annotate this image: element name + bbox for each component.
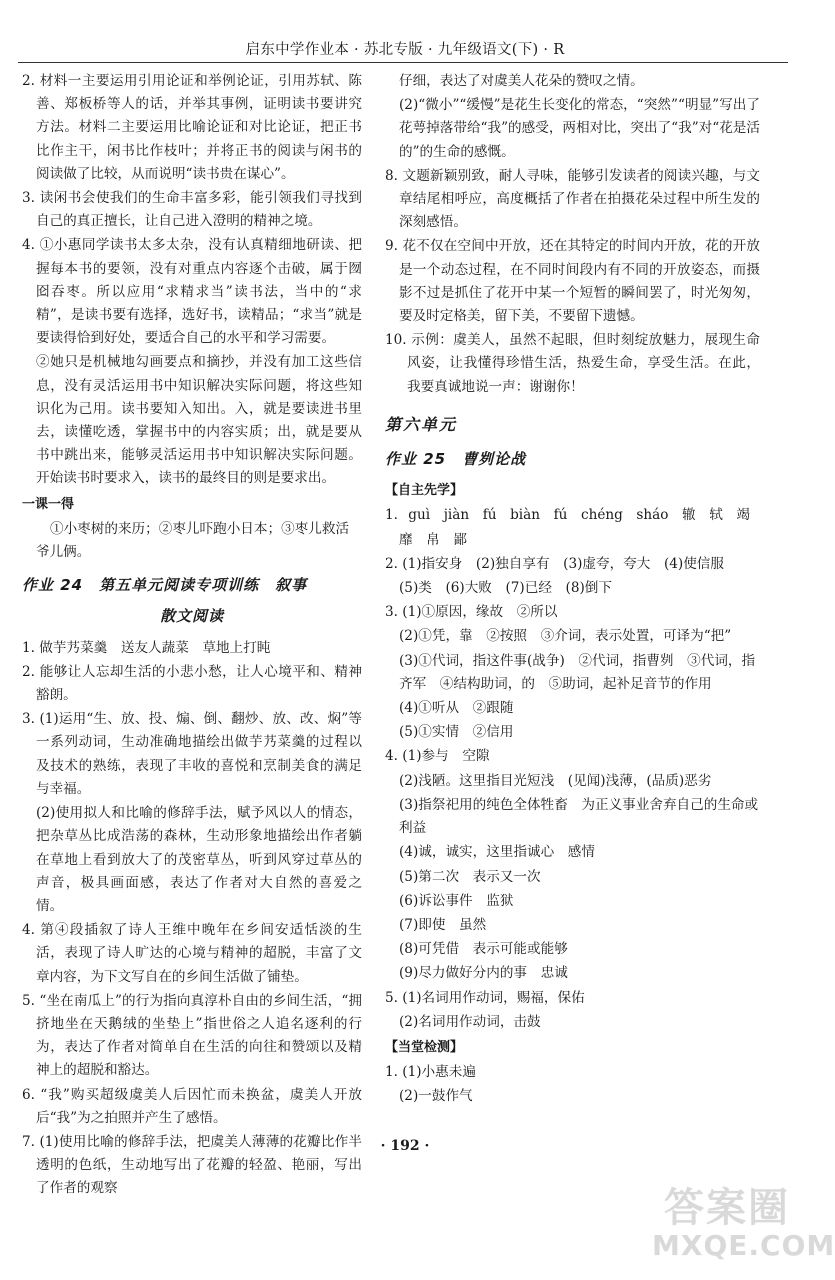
d-answer-5-2: (2)名词用作动词，击鼓: [399, 1013, 541, 1030]
answer-4-part2: ②她只是机械地勾画要点和摘抄，并没有加工这些信息，没有灵活运用书中知识解决实际问题，将这些知识化为己用。读书要知入知出。入，就是要读进书里去，读懂吃透，掌握书中的内容实质；出，就是要从书中跳出来，能够灵活运用书中知识解决实际问题。开始读书时要求入，读书的最终目的则是要求出。: [36, 354, 362, 487]
d-answer-4-9: (9)尽力做好分内的事 忠诚: [399, 965, 568, 982]
answer-2: 2. 材料一主要运用引用论证和举例论证，引用苏轼、陈善、郑板桥等人的话，并举其事例，证明读书要讲究方法。材料二主要运用比喻论证和对比论证，把正书比作主干，闲书比作枝叶；并将正书的阅读与闲书的阅读做了比较，从而说明“读书贵在谋心”。: [22, 73, 362, 182]
site-watermark: [652, 1185, 835, 1274]
unit-24-subtitle: 散文阅读: [159, 607, 224, 626]
d-answer-4-6: (6)诉讼事件 监狱: [399, 892, 514, 909]
d-answer-4-1: 4. (1)参与 空隙: [385, 748, 490, 765]
answer-3: 3. 读闲书会使我们的生命丰富多彩，能引领我们寻找到自己的真正擅长，让自己进入澄明的精神之境。: [22, 190, 362, 230]
watermark-logo-text: 答案圈: [664, 1185, 790, 1231]
c-answer-8: 8. 文题新颖别致，耐人寻味，能够引发读者的阅读兴趣，与文章结尾相呼应，高度概括了作者在拍摄花朵过程中所生发的深刻感悟。: [385, 167, 760, 231]
d-answer-1b: 靡 帛 鄙: [399, 531, 467, 548]
d-answer-3-5: (5)①实情 ②信用: [399, 724, 514, 741]
header-rule: [18, 62, 788, 63]
d-answer-3-4: (4)①听从 ②跟随: [399, 700, 514, 717]
e-answer-1-1: 1. (1)小惠未遍: [385, 1064, 476, 1081]
right-column: [385, 70, 760, 1110]
d-answer-2b: (5)类 (6)大败 (7)已经 (8)倒下: [399, 580, 612, 597]
b-answer-3-part2: (2)使用拟人和比喻的修辞手法，赋予风以人的情态，把杂草丛比成浩荡的森林，生动形象地描绘出作者躺在草地上看到放大了的茂密草丛，听到风穿过草丛的声音，极具画面感，表达了作者对大自然的喜爱之情。: [36, 805, 362, 914]
d-answer-4-4: (4)诚，诚实，这里指诚心 感情: [399, 844, 595, 861]
pre-study-title: 【自主先学】: [385, 483, 464, 499]
d-answer-5-1: 5. (1)名词用作动词，赐福，保佑: [385, 989, 585, 1006]
d-answer-4-3: (3)指祭祀用的纯色全体牲畜 为正义事业舍弃自己的生命或利益: [399, 796, 759, 837]
b-answer-6: 6. “我”购买超级虞美人后因忙而未换盆，虞美人开放后“我”为之拍照并产生了感悟。: [22, 1086, 362, 1126]
d-answer-3-3: (3)①代词，指这件事(战争) ②代词，指曹刿 ③代词，指齐军 ④结构助词，的 ⑤助词，起补足音节的作用: [399, 652, 756, 692]
in-class-check-title: 【当堂检测】: [385, 1039, 464, 1055]
page-header: 启东中学作业本 · 苏北专版 · 九年级语文(下) · R: [245, 42, 565, 58]
c-answer-10: 10. 示例：虞美人，虽然不起眼，但时刻绽放魅力，展现生命风姿，让我懂得珍惜生活，热爱生命，享受生活。在此，我要真诚地说一声：谢谢你！: [385, 332, 760, 395]
watermark-domain: MXQE.COM: [652, 1229, 835, 1262]
d-answer-4-8: (8)可凭借 表示可能或能够: [399, 941, 568, 958]
c-answer-9: 9. 花不仅在空间中开放，还在其特定的时间内开放，花的开放是一个动态过程，在不同时间段内有不同的开放姿态，而摄影不过是抓住了花开中某一个短暂的瞬间罢了，时光匆匆，要及时定格美，留下美，不要留下遗憾。: [385, 238, 760, 325]
d-answer-4-2: (2)浅陋。这里指目光短浅 (见闻)浅薄，(品质)恶劣: [399, 772, 712, 789]
page-number: · 192 ·: [380, 1138, 430, 1154]
c-answer-7-cont: 仔细，表达了对虞美人花朵的赞叹之情。: [399, 73, 644, 89]
unit-24-title: 作业 24 第五单元阅读专项训练 叙事: [22, 576, 308, 595]
gain-title: 一课一得: [22, 496, 75, 512]
d-answer-4-5: (5)第二次 表示又一次: [399, 868, 541, 885]
b-answer-3-part1: 3. (1)运用“生、放、投、煽、倒、翻炒、放、改、焖”等一系列动词，生动准确地描绘出做芋艿菜羹的过程以及技术的熟练，表现了丰收的喜悦和烹制美食的满足与幸福。: [22, 711, 362, 797]
d-answer-3-2: (2)①凭，靠 ②按照 ③介词，表示处置，可译为“把”: [399, 628, 732, 645]
d-answer-2a: 2. (1)指安身 (2)独自享有 (3)虚夸，夸大 (4)使信服: [385, 555, 724, 572]
e-answer-1-2: (2)一鼓作气: [399, 1088, 473, 1105]
c-answer-7-part2: (2)“微小”“缓慢”是花生长变化的常态，“突然”“明显”写出了花萼掉落带给“我”的感受，两相对比，突出了“我”对“花是活的”的生命的感慨。: [399, 97, 760, 160]
d-answer-3-1: 3. (1)①原因，缘故 ②所以: [385, 604, 558, 621]
unit-25-title: 作业 25 曹刿论战: [385, 450, 527, 469]
b-answer-4: 4. 第④段插叙了诗人王维中晚年在乡间安适恬淡的生活，表现了诗人旷达的心境与精神的超脱，丰富了文章内容，为下文写自在的乡间生活做了铺垫。: [22, 922, 362, 985]
b-answer-5: 5. “坐在南瓜上”的行为指向真淳朴自由的乡间生活，“拥挤地坐在天鹅绒的坐垫上”指世俗之人追名逐利的行为，表达了作者对简单自在生活的向往和赞颂以及精神上的超脱和豁达。: [22, 992, 362, 1079]
d-answer-4-7: (7)即使 虽然: [399, 916, 487, 933]
b-answer-2: 2. 能够让人忘却生活的小悲小愁，让人心境平和、精神豁朗。: [22, 663, 362, 704]
b-answer-7: 7. (1)使用比喻的修辞手法，把虞美人薄薄的花瓣比作半透明的色纸，生动地写出了花瓣的轻盈、艳丽，写出了作者的观察: [22, 1133, 362, 1197]
unit-6-title: 第六单元: [385, 414, 458, 434]
answer-4-part1: 4. ①小惠同学读书太多太杂，没有认真精细地研读、把握每本书的要领，没有对重点内容逐个击破，属于囫囵吞枣。所以应用“求精求当”读书法，当中的“求精”，是读书要有选择，选好书，读精品；“求当”就是要读得恰到好处，要适合自己的水平和学习需要。: [22, 237, 362, 347]
d-answer-1a: 1. guì jiàn fú biàn fú chéng sháo 辙 轼 竭: [385, 507, 751, 524]
left-column: [22, 70, 362, 1202]
gain-answer: ①小枣树的来历；②枣儿吓跑小日本；③枣儿救活爷儿俩。: [36, 520, 350, 561]
b-answer-1: 1. 做芋艿菜羹 送友人蔬菜 草地上打盹: [22, 639, 271, 656]
